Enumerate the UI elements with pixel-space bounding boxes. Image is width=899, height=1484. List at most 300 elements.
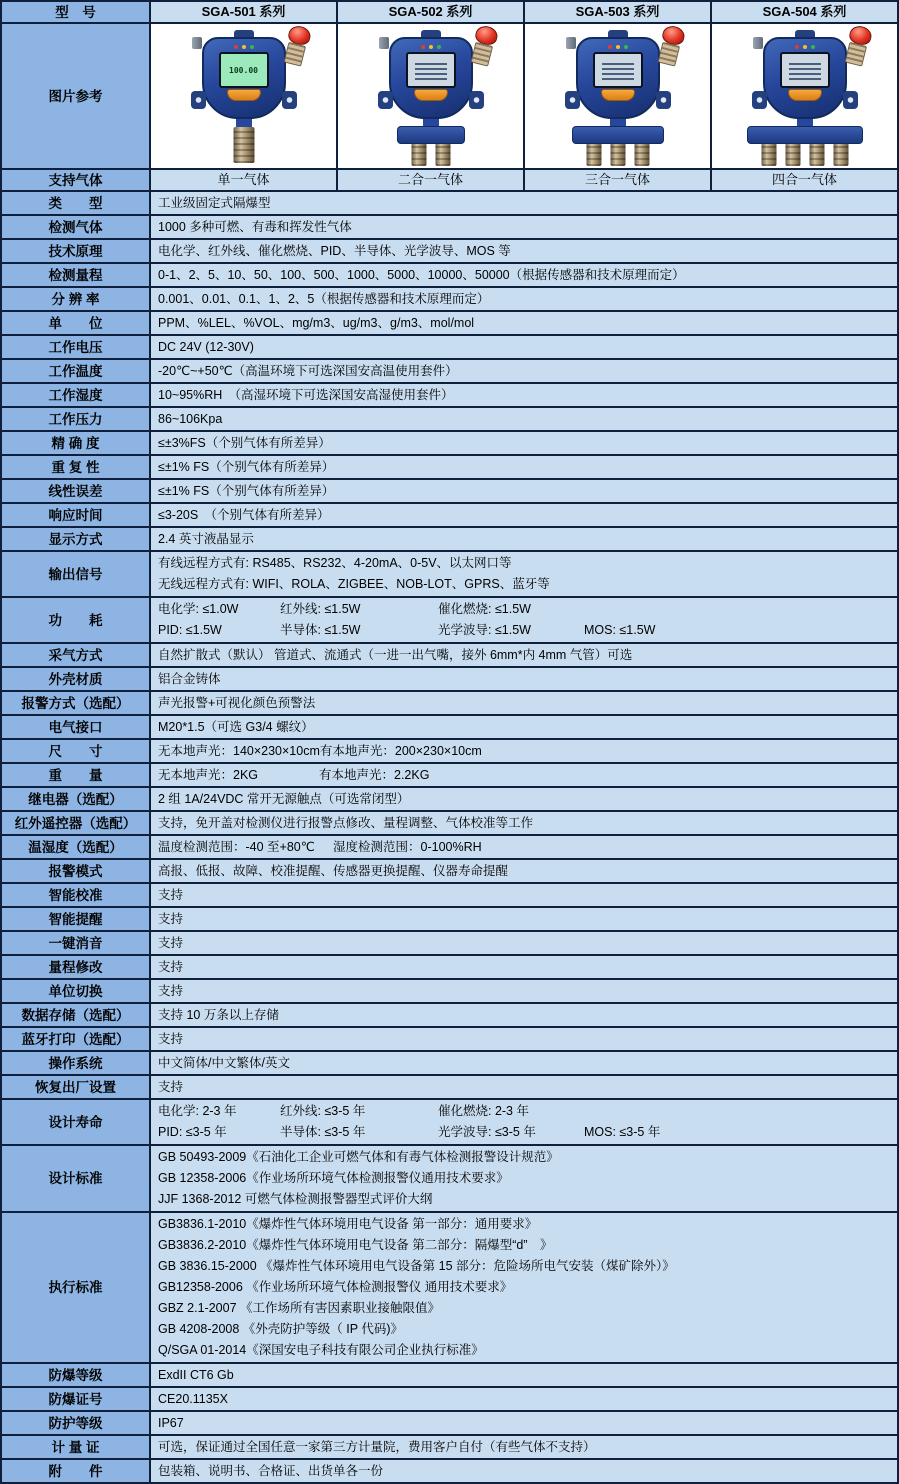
spec-row	[2, 884, 897, 908]
spec-row	[2, 360, 897, 384]
spec-row	[2, 1028, 897, 1052]
supported-gas-row	[2, 170, 897, 192]
value-segment: 半导体: ≤1.5W	[280, 623, 361, 637]
spec-row	[2, 552, 897, 598]
supported-gas-value: 二合一气体	[336, 170, 523, 190]
value-segment: 10~95%RH （高湿环境下可选深国安高湿使用套件）	[158, 388, 454, 402]
value-line	[158, 1319, 893, 1340]
value-segment: Q/SGA 01-2014《深国安电子科技有限公司企业执行标准》	[158, 1343, 484, 1357]
row-value	[149, 836, 897, 858]
value-segment: 包装箱、说明书、合格证、出货单各一份	[158, 1464, 384, 1478]
value-segment: ≤3-20S （个别气体有所差异）	[158, 508, 330, 522]
model-header: SGA-502 系列	[336, 2, 523, 22]
spec-row	[2, 408, 897, 432]
row-label: 工作温度	[2, 360, 149, 382]
row-value	[149, 740, 897, 762]
value-line	[158, 337, 893, 357]
sensor-probe	[233, 127, 254, 163]
spec-row	[2, 240, 897, 264]
spec-row	[2, 216, 897, 240]
row-label: 类 型	[2, 192, 149, 214]
row-value	[149, 764, 897, 786]
spec-row	[2, 288, 897, 312]
status-leds	[608, 45, 628, 49]
value-segment: 0.001、0.01、0.1、1、2、5（根据传感器和技术原理而定）	[158, 292, 490, 306]
row-label: 分 辨 率	[2, 288, 149, 310]
value-segment: 铝合金铸体	[158, 672, 221, 686]
value-segment: GBZ 2.1-2007 《工作场所有害因素职业接触限值》	[158, 1301, 440, 1315]
row-value	[149, 956, 897, 978]
supported-gas-value: 四合一气体	[710, 170, 897, 190]
status-leds	[795, 45, 815, 49]
value-segment: 有本地声光：200×230×10cm	[319, 744, 482, 758]
spec-row	[2, 716, 897, 740]
value-line	[158, 1365, 893, 1385]
value-line	[158, 981, 893, 1001]
row-label: 执行标准	[2, 1213, 149, 1362]
value-line	[158, 669, 893, 689]
spec-row	[2, 456, 897, 480]
value-segment: 支持	[158, 1080, 184, 1094]
value-segment: 催化燃烧: ≤1.5W	[438, 602, 531, 616]
row-label: 继电器（选配）	[2, 788, 149, 810]
value-segment: 电化学: 2-3 年	[158, 1104, 237, 1118]
spec-row	[2, 788, 897, 812]
row-value	[149, 1100, 897, 1144]
row-value	[149, 716, 897, 738]
spec-row	[2, 264, 897, 288]
row-value	[149, 504, 897, 526]
row-label-image: 图片参考	[2, 24, 149, 168]
value-line	[158, 1214, 893, 1235]
row-value	[149, 812, 897, 834]
row-value	[149, 552, 897, 596]
value-line	[158, 433, 893, 453]
row-label: 智能提醒	[2, 908, 149, 930]
device-image-cell	[336, 24, 523, 168]
spec-row	[2, 644, 897, 668]
value-segment: 支持	[158, 1032, 184, 1046]
spec-row	[2, 336, 897, 360]
row-value	[149, 598, 897, 642]
value-segment: 声光报警+可视化颜色预警法	[158, 696, 316, 710]
value-line	[158, 1235, 893, 1256]
row-label: 检测量程	[2, 264, 149, 286]
spec-row	[2, 1213, 897, 1364]
row-label: 操作系统	[2, 1052, 149, 1074]
value-segment: DC 24V (12-30V)	[158, 340, 254, 354]
value-line	[158, 1101, 893, 1122]
value-line	[158, 789, 893, 809]
value-line	[158, 385, 893, 405]
device-image-cell	[710, 24, 897, 168]
value-segment: 2 组 1A/24VDC 常开无源触点（可选常闭型）	[158, 792, 410, 806]
value-segment: 86~106Kpa	[158, 412, 223, 426]
spec-row	[2, 432, 897, 456]
row-value	[149, 288, 897, 310]
device-image-cell	[523, 24, 710, 168]
value-segment: PID: ≤3-5 年	[158, 1125, 227, 1139]
value-segment: 0-1、2、5、10、50、100、500、1000、5000、10000、50000（根据传感器和技术原理而定）	[158, 268, 685, 282]
value-line	[158, 457, 893, 477]
row-value	[149, 1028, 897, 1050]
value-segment: GB 12358-2006《作业场所环境气体检测报警仪通用技术要求》	[158, 1171, 509, 1185]
model-header: SGA-503 系列	[523, 2, 710, 22]
value-segment: ≤±1% FS（个别气体有所差异）	[158, 460, 335, 474]
row-label: 一键消音	[2, 932, 149, 954]
value-line	[158, 1147, 893, 1168]
value-line	[158, 765, 893, 785]
row-value	[149, 408, 897, 430]
row-value	[149, 384, 897, 406]
row-label: 智能校准	[2, 884, 149, 906]
row-label: 温湿度（选配）	[2, 836, 149, 858]
row-label: 输出信号	[2, 552, 149, 596]
value-segment: JJF 1368-2012 可燃气体检测报警器型式评价大纲	[158, 1192, 433, 1206]
spec-row	[2, 1460, 897, 1482]
value-line	[158, 693, 893, 713]
keypad-buttons	[227, 89, 261, 101]
value-line	[158, 193, 893, 213]
value-segment: 光学波导: ≤1.5W	[438, 623, 531, 637]
value-line	[158, 1077, 893, 1097]
row-value	[149, 528, 897, 550]
row-value	[149, 456, 897, 478]
value-line	[158, 1461, 893, 1481]
sensor-array	[233, 127, 254, 163]
value-segment: 光学波导: ≤3-5 年	[438, 1125, 536, 1139]
row-label: 精 确 度	[2, 432, 149, 454]
value-segment: 电化学: ≤1.0W	[158, 602, 239, 616]
value-segment: MOS: ≤1.5W	[584, 623, 656, 637]
row-label: 红外遥控器（选配）	[2, 812, 149, 834]
sensor-manifold	[747, 126, 863, 144]
spec-row	[2, 836, 897, 860]
spec-row	[2, 1412, 897, 1436]
row-value	[149, 884, 897, 906]
row-value	[149, 216, 897, 238]
row-value	[149, 1412, 897, 1434]
model-header-row	[2, 2, 897, 24]
row-value	[149, 264, 897, 286]
value-segment: 无线远程方式有: WIFI、ROLA、ZIGBEE、NOB-LOT、GPRS、蓝牙等	[158, 577, 550, 591]
spec-row	[2, 1364, 897, 1388]
spec-row	[2, 480, 897, 504]
alarm-beacon-icon	[842, 24, 873, 67]
row-label: 工作湿度	[2, 384, 149, 406]
value-segment: 1000 多种可燃、有毒和挥发性气体	[158, 220, 352, 234]
row-value	[149, 980, 897, 1002]
sensor-manifold	[397, 126, 465, 144]
row-label: 重 量	[2, 764, 149, 786]
value-line	[158, 1122, 893, 1143]
value-segment: 自然扩散式（默认） 管道式、流通式（一进一出气嘴，接外 6mm*内 4mm 气管）可选	[158, 648, 633, 662]
value-line	[158, 1053, 893, 1073]
value-line	[158, 1340, 893, 1361]
value-line	[158, 885, 893, 905]
row-value	[149, 240, 897, 262]
value-line	[158, 574, 893, 595]
row-value	[149, 336, 897, 358]
value-line	[158, 741, 893, 761]
value-segment: 支持	[158, 960, 184, 974]
value-segment: ExdII CT6 Gb	[158, 1368, 234, 1382]
row-value	[149, 1004, 897, 1026]
value-line	[158, 1298, 893, 1319]
row-label: 量程修改	[2, 956, 149, 978]
value-line	[158, 599, 893, 620]
value-segment: 中文简体/中文繁体/英文	[158, 1056, 290, 1070]
row-value	[149, 1388, 897, 1410]
row-label: 线性误差	[2, 480, 149, 502]
row-label: 报警方式（选配）	[2, 692, 149, 714]
value-line	[158, 265, 893, 285]
row-label: 检测气体	[2, 216, 149, 238]
row-value	[149, 788, 897, 810]
row-label: 防爆证号	[2, 1388, 149, 1410]
value-line	[158, 933, 893, 953]
keypad-buttons	[788, 89, 822, 101]
value-segment: -20℃~+50℃（高温环境下可选深国安高温使用套件）	[158, 364, 458, 378]
row-value	[149, 668, 897, 690]
spec-row	[2, 1052, 897, 1076]
value-segment: ≤±3%FS（个别气体有所差异）	[158, 436, 331, 450]
value-segment: 半导体: ≤3-5 年	[280, 1125, 366, 1139]
gas-detector-illustration	[158, 25, 330, 167]
status-leds	[234, 45, 254, 49]
value-segment: 催化燃烧: 2-3 年	[438, 1104, 529, 1118]
row-label: 计 量 证	[2, 1436, 149, 1458]
side-port	[379, 37, 389, 49]
side-port	[566, 37, 576, 49]
spec-row	[2, 812, 897, 836]
value-line	[158, 481, 893, 501]
value-segment: CE20.1135X	[158, 1392, 228, 1406]
value-segment: 无本地声光：140×230×10cm	[158, 744, 320, 758]
model-header: SGA-501 系列	[149, 2, 336, 22]
row-label: 重 复 性	[2, 456, 149, 478]
value-line	[158, 717, 893, 737]
status-leds	[421, 45, 441, 49]
value-segment: 可选，保证通过全国任意一家第三方计量院，费用客户自付（有些气体不支持）	[158, 1440, 596, 1454]
lcd-screen	[780, 52, 830, 88]
value-line	[158, 241, 893, 261]
value-line	[158, 361, 893, 381]
sensor-manifold	[572, 126, 664, 144]
value-line	[158, 1413, 893, 1433]
value-line	[158, 645, 893, 665]
value-line	[158, 861, 893, 881]
row-label: 响应时间	[2, 504, 149, 526]
row-label: 技术原理	[2, 240, 149, 262]
value-segment: GB 3836.15-2000 《爆炸性气体环境用电气设备第 15 部分：危险场所电气安装（煤矿除外）》	[158, 1259, 675, 1273]
spec-row	[2, 764, 897, 788]
row-label: 工作压力	[2, 408, 149, 430]
value-segment: 温度检测范围：-40 至+80℃	[158, 840, 315, 854]
value-segment: GB12358-2006 《作业场所环境气体检测报警仪 通用技术要求》	[158, 1280, 513, 1294]
row-value	[149, 1052, 897, 1074]
value-segment: 支持，免开盖对检测仪进行报警点修改、量程调整、气体校准等工作	[158, 816, 534, 830]
value-line	[158, 505, 893, 525]
row-label: 恢复出厂设置	[2, 1076, 149, 1098]
value-line	[158, 313, 893, 333]
value-segment: MOS: ≤3-5 年	[584, 1125, 661, 1139]
row-value	[149, 1460, 897, 1482]
spec-row	[2, 384, 897, 408]
row-label-support: 支持气体	[2, 170, 149, 190]
lcd-screen	[593, 52, 643, 88]
spec-row	[2, 312, 897, 336]
row-label: 工作电压	[2, 336, 149, 358]
value-line	[158, 1029, 893, 1049]
value-segment: 支持	[158, 984, 184, 998]
row-label: 功 耗	[2, 598, 149, 642]
value-segment: 支持	[158, 912, 184, 926]
row-value	[149, 1436, 897, 1458]
row-value	[149, 1076, 897, 1098]
supported-gas-value: 三合一气体	[523, 170, 710, 190]
spec-row	[2, 1004, 897, 1028]
value-line	[158, 620, 893, 641]
keypad-buttons	[414, 89, 448, 101]
spec-row	[2, 504, 897, 528]
alarm-beacon-icon	[281, 24, 312, 67]
value-line	[158, 837, 893, 857]
value-line	[158, 217, 893, 237]
row-value	[149, 1146, 897, 1211]
value-segment: GB 50493-2009《石油化工企业可燃气体和有毒气体检测报警设计规范》	[158, 1150, 559, 1164]
value-line	[158, 529, 893, 549]
lcd-screen	[406, 52, 456, 88]
row-value	[149, 480, 897, 502]
value-line	[158, 409, 893, 429]
value-line	[158, 813, 893, 833]
row-label: 蓝牙打印（选配）	[2, 1028, 149, 1050]
detector-body	[389, 37, 473, 119]
value-segment: GB 4208-2008 《外壳防护等级（ IP 代码)》	[158, 1322, 403, 1336]
row-label: 防护等级	[2, 1412, 149, 1434]
gas-detector-illustration	[532, 25, 704, 167]
row-value	[149, 192, 897, 214]
row-label: 单位切换	[2, 980, 149, 1002]
value-segment: GB3836.1-2010《爆炸性气体环境用电气设备 第一部分：通用要求》	[158, 1217, 538, 1231]
spec-row	[2, 692, 897, 716]
value-segment: 支持 10 万条以上存储	[158, 1008, 279, 1022]
spec-row	[2, 598, 897, 644]
row-label: 数据存储（选配）	[2, 1004, 149, 1026]
lcd-screen: 100.00	[219, 52, 269, 88]
spec-row	[2, 1146, 897, 1213]
device-image-cell	[149, 24, 336, 168]
model-header: SGA-504 系列	[710, 2, 897, 22]
row-value	[149, 644, 897, 666]
row-label: 设计寿命	[2, 1100, 149, 1144]
value-segment: IP67	[158, 1416, 184, 1430]
row-value	[149, 432, 897, 454]
value-line	[158, 1168, 893, 1189]
supported-gas-value: 单一气体	[149, 170, 336, 190]
value-segment: M20*1.5（可选 G3/4 螺纹）	[158, 720, 314, 734]
value-segment: 红外线: ≤1.5W	[280, 602, 361, 616]
value-line	[158, 909, 893, 929]
alarm-beacon-icon	[655, 24, 686, 67]
spec-row	[2, 860, 897, 884]
value-line	[158, 289, 893, 309]
value-line	[158, 553, 893, 574]
row-label: 显示方式	[2, 528, 149, 550]
spec-row	[2, 1076, 897, 1100]
value-segment: 支持	[158, 936, 184, 950]
row-label: 外壳材质	[2, 668, 149, 690]
value-segment: PPM、%LEL、%VOL、mg/m3、ug/m3、g/m3、mol/mol	[158, 316, 475, 330]
value-line	[158, 1389, 893, 1409]
spec-row	[2, 908, 897, 932]
row-label: 报警模式	[2, 860, 149, 882]
spec-row	[2, 668, 897, 692]
value-segment: ≤±1% FS（个别气体有所差异）	[158, 484, 335, 498]
value-segment: 有本地声光：2.2KG	[319, 768, 430, 782]
detector-body	[202, 37, 286, 119]
row-value	[149, 312, 897, 334]
row-value	[149, 692, 897, 714]
row-label: 电气接口	[2, 716, 149, 738]
alarm-beacon-icon	[468, 24, 499, 67]
value-line	[158, 957, 893, 977]
value-segment: 红外线: ≤3-5 年	[280, 1104, 366, 1118]
value-line	[158, 1189, 893, 1210]
value-segment: 无本地声光：2KG	[158, 768, 259, 782]
value-line	[158, 1005, 893, 1025]
spec-row	[2, 956, 897, 980]
detector-body	[763, 37, 847, 119]
row-value	[149, 360, 897, 382]
row-label: 附 件	[2, 1460, 149, 1482]
value-segment: 有线远程方式有: RS485、RS232、4-20mA、0-5V、以太网口等	[158, 556, 512, 570]
spec-row	[2, 740, 897, 764]
value-line	[158, 1277, 893, 1298]
value-line	[158, 1437, 893, 1457]
value-line	[158, 1256, 893, 1277]
spec-row	[2, 1436, 897, 1460]
spec-row	[2, 1100, 897, 1146]
keypad-buttons	[601, 89, 635, 101]
value-segment: 电化学、红外线、催化燃烧、PID、半导体、光学波导、MOS 等	[158, 244, 511, 258]
spec-row	[2, 1388, 897, 1412]
row-label: 防爆等级	[2, 1364, 149, 1386]
value-segment: 2.4 英寸液晶显示	[158, 532, 254, 546]
spec-row	[2, 192, 897, 216]
value-segment: PID: ≤1.5W	[158, 623, 222, 637]
row-value	[149, 908, 897, 930]
row-value	[149, 1364, 897, 1386]
side-port	[753, 37, 763, 49]
gas-detector-illustration	[345, 25, 517, 167]
spec-row	[2, 932, 897, 956]
spec-row	[2, 980, 897, 1004]
row-label-model: 型 号	[2, 2, 149, 22]
row-value	[149, 932, 897, 954]
detector-body	[576, 37, 660, 119]
spec-row	[2, 528, 897, 552]
image-reference-row	[2, 24, 897, 170]
side-port	[192, 37, 202, 49]
value-segment: 工业级固定式隔爆型	[158, 196, 271, 210]
value-segment: 湿度检测范围：0-100%RH	[333, 840, 482, 854]
row-label: 采气方式	[2, 644, 149, 666]
row-label: 尺 寸	[2, 740, 149, 762]
row-value	[149, 860, 897, 882]
row-label: 单 位	[2, 312, 149, 334]
